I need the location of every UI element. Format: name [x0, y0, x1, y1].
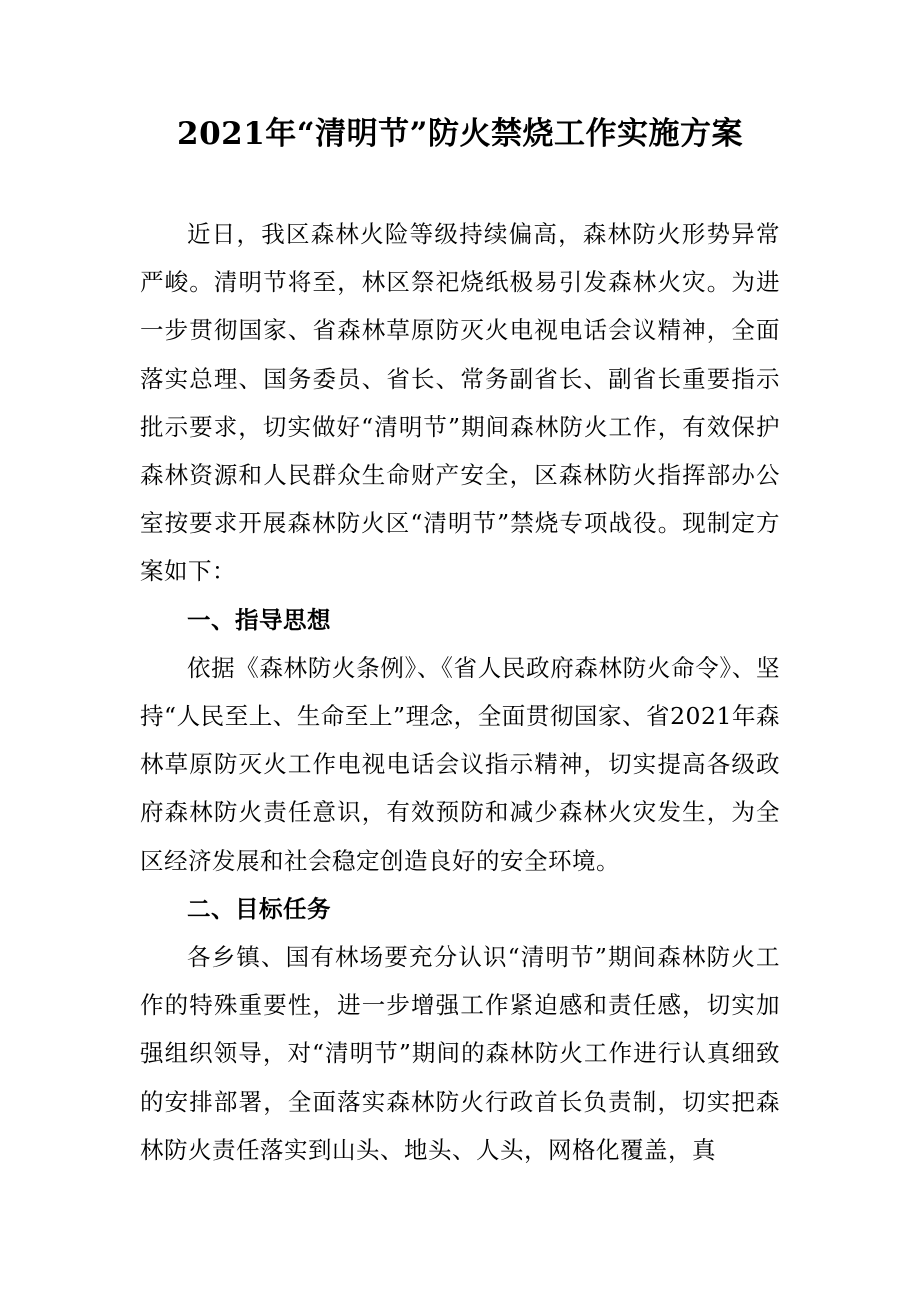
section-heading-guiding-ideology: 一、指导思想 — [187, 605, 331, 634]
intro-paragraph: 近日，我区森林火险等级持续偏高，森林防火形势异常严峻。清明节将至，林区祭祀烧纸极易引发森林火灾。为进一步贯彻国家、省森林草原防灭火电视电话会议精神，全面落实总理、国务委员、省长、常务副省长、副省长重要指示批示要求，切实做好“清明节”期间森林防火工作，有效保护森林资源和人民群众生命财产安全，区森林防火指挥部办公室按要求开展森林防火区“清明节”禁烧专项战役。现制定方案如下： — [140, 220, 780, 586]
section-paragraph-guiding-ideology: 依据《森林防火条例》、《省人民政府森林防火命令》、坚持“人民至上、生命至上”理念，全面贯彻国家、省2021年森林草原防灭火工作电视电话会议指示精神，切实提高各级政府森林防火责任意识，有效预防和减少森林火灾发生，为全区经济发展和社会稳定创造良好的安全环境。 — [140, 653, 780, 875]
document-body — [140, 210, 780, 1174]
section-heading-objectives: 二、目标任务 — [187, 894, 331, 923]
document-title: 2021年“清明节”防火禁烧工作实施方案 — [177, 116, 743, 152]
section-paragraph-objectives: 各乡镇、国有林场要充分认识“清明节”期间森林防火工作的特殊重要性，进一步增强工作紧迫感和责任感，切实加强组织领导，对“清明节”期间的森林防火工作进行认真细致的安排部署，全面落实森林防火行政首长负责制，切实把森林防火责任落实到山头、地头、人头，网格化覆盖，真 — [140, 943, 780, 1164]
